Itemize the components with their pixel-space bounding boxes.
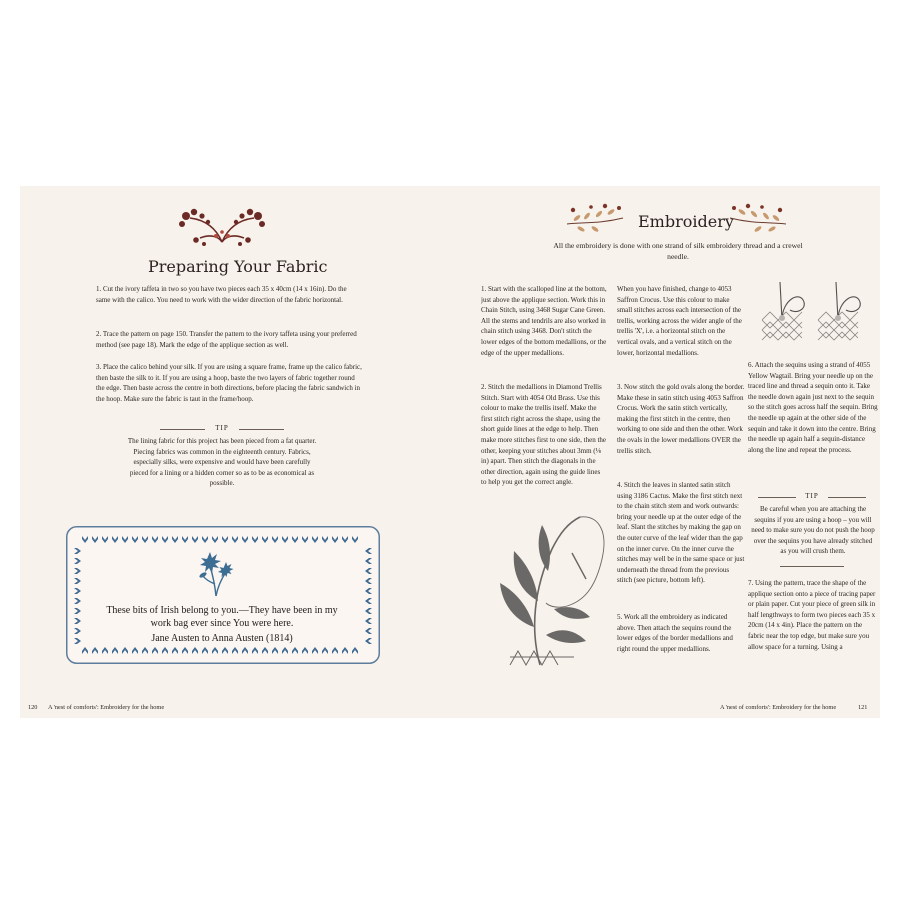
- right-col2-step-3: 3. Now stitch the gold ovals along the border. Make these in satin stitch using 4053 Saffron Crocus. Work the satin stitch vertically, making the first stitch in the centre, then working to one side and then the other. Work the ovals in the lower medallions OVER the trellis stitch.: [617, 383, 745, 455]
- left-step-1: 1. Cut the ivory taffeta in two so you have two pieces each 35 x 40cm (14 x 16in). Do the same with the calico. You need to work with the wider direction of the fabric horizontal.: [96, 285, 347, 304]
- right-col1-step-2: 2. Stitch the medallions in Diamond Trellis Stitch. Start with 4054 Old Brass. Use this colour to make the trellis itself. Make the first stitch right across the shape, using the short guide lines at the edge to help. Then make more stitches first to one side, then the other, keeping your stitches about 3mm (⅛ in) apart. Then stitch the diagonals in the other direction, again using the guide lines to help you get the correct angle.: [481, 383, 606, 487]
- right-folio-number: 121: [858, 704, 868, 711]
- right-intro: All the embroidery is done with one strand of silk embroidery thread and a crewel needle.: [553, 241, 803, 261]
- book-spread: [20, 186, 880, 718]
- tip-rule-right-b: [828, 497, 866, 498]
- left-folio-number: 120: [28, 704, 38, 711]
- right-heading: Embroidery: [638, 212, 734, 231]
- tip-rule-left-b: [239, 429, 284, 430]
- quote-text: These bits of Irish belong to you.—They have been in my work bag ever since You were here.: [106, 605, 338, 629]
- right-col3-step-7: 7. Using the pattern, trace the shape of the applique section onto a piece of tracing paper or plain paper. Cut your piece of green silk in half lengthways to form two pieces each 35 x 20cm (14 x 4in). Place the pattern on the fabric near the top edge, but make sure you allow space for a turning. Using a: [748, 579, 876, 651]
- tip-rule-right-bottom: [780, 566, 844, 567]
- left-step-2: 2. Trace the pattern on page 150. Transfer the pattern to the ivory taffeta using your preferred method (see page 18). Mark the edge of the applique section as well.: [96, 330, 357, 349]
- left-heading: Preparing Your Fabric: [148, 257, 328, 276]
- tip-rule-right-a: [758, 497, 796, 498]
- left-folio-title: A 'nest of comforts': Embroidery for the home: [48, 704, 165, 711]
- berry-sprig-icon: [176, 206, 268, 248]
- left-tip-text: The lining fabric for this project has been pieced from a fat quarter. Piecing fabrics was common in the eighteenth century. Fabrics, especially silks, were expensive and would have been carefully pieced for a lining or a hidden corner so as to be as economical as possible.: [127, 437, 317, 488]
- tip-rule-left-a: [160, 429, 205, 430]
- leaf-stitch-illustration: [490, 509, 612, 669]
- right-col2-step-4: 4. Stitch the leaves in slanted satin stitch using 3186 Cactus. Make the first stitch next to the chain stitch stem and work outwards: bring your needle up at the outer edge of the leaf. Slant the stitches by making the gap on the outer curve of the leaf wider than the gap on the inner curve. On the inner curve the stitches may well be in the same space or just underneath the thread from the previous stitch (see picture, bottom left).: [617, 481, 745, 585]
- leaf-sprig-icon-left: [565, 200, 627, 236]
- right-tip-label: TIP: [805, 492, 819, 500]
- right-col2-step-5: 5. Work all the embroidery as indicated above. Then attach the sequins round the lower edges of the border medallions and right round the upper medallions.: [617, 613, 733, 653]
- right-col1-step-1: 1. Start with the scalloped line at the bottom, just above the applique section. Work this in Chain Stitch, using 3468 Sugar Cane Green. All the stems and tendrils are also worked in chain stitch using 3468. Don't stitch the lower edges of the bottom medallions, or the edge of the upper medallions.: [481, 285, 607, 357]
- left-step-3: 3. Place the calico behind your silk. If you are using a square frame, frame up the calico fabric, then baste the silk to it. If you are using a hoop, baste the two layers of fabric together round the edge. Then baste across the centre in both directions, before placing the fabric sandwich in the hoop. Make sure the fabric is taut in the frame/hoop.: [96, 363, 362, 403]
- right-folio-title: A 'nest of comforts': Embroidery for the home: [720, 704, 837, 711]
- cornflower-icon: [198, 548, 236, 598]
- quote-attribution: Jane Austen to Anna Austen (1814): [151, 633, 293, 644]
- right-tip-text: Be careful when you are attaching the sequins if you are using a hoop – you will need to make sure you do not push the hoop over the sequins you have already stitched as you will crush them.: [751, 505, 875, 556]
- right-col3-step-6: 6. Attach the sequins using a strand of 4055 Yellow Wagtail. Bring your needle up on the traced line and thread a sequin onto it. Take the needle down again just next to the sequin so the stitch goes across half the sequin. Bring the needle up again at the other side of the sequin and take it down into the centre. Bring the needle up again half a sequin-distance along the line and repeat the process.: [748, 361, 878, 454]
- sequin-stitch-illustration: [760, 280, 866, 346]
- left-tip-label: TIP: [215, 424, 229, 432]
- right-col2-para-a: When you have finished, change to 4053 Saffron Crocus. Use this colour to make small stitches across each intersection of the trellis, working across the wider angle of the trellis 'X', i.e. a horizontal stitch on the vertical ovals, and a vertical stitch on the lower, horizontal medallions.: [617, 285, 742, 357]
- leaf-sprig-icon-right: [726, 200, 788, 236]
